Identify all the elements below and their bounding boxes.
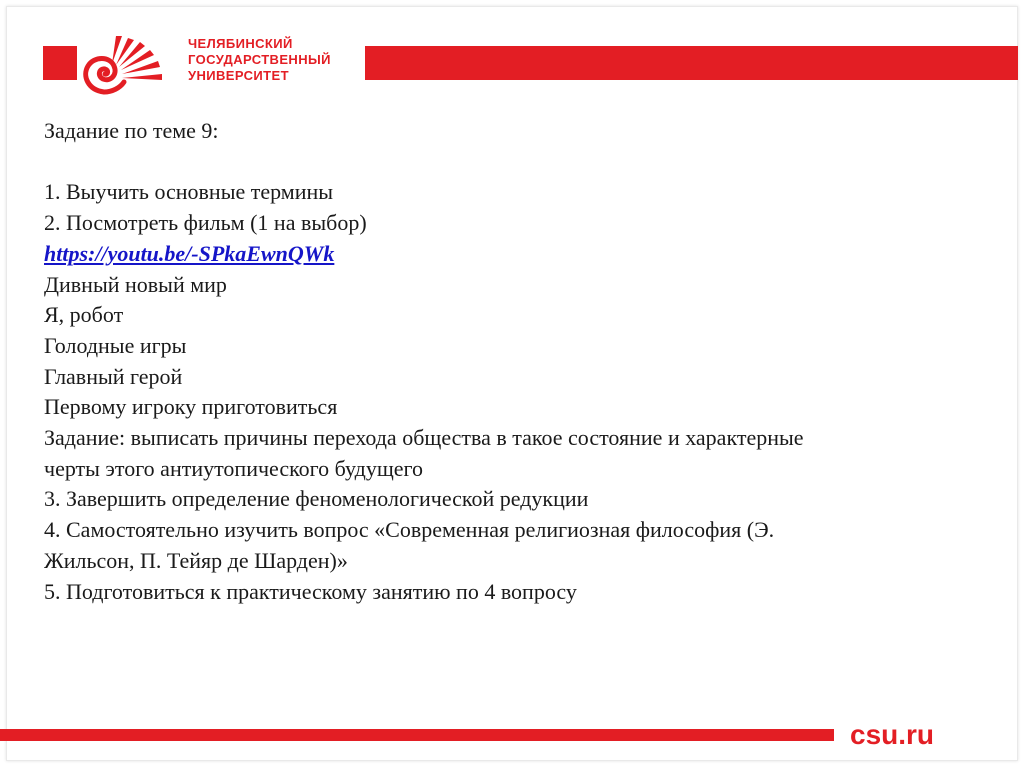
item-4-line-2: Жильсон, П. Тейяр де Шарден)» bbox=[44, 547, 348, 573]
spiral-sunburst-logo-icon bbox=[82, 34, 182, 96]
film-3: Голодные игры bbox=[44, 332, 187, 358]
logo-line-2: ГОСУДАРСТВЕННЫЙ bbox=[188, 52, 331, 67]
film-1: Дивный новый мир bbox=[44, 271, 227, 297]
footer-site-label: csu.ru bbox=[850, 719, 935, 750]
item-4-line-1: 4. Самостоятельно изучить вопрос «Современная религиозная философия (Э. bbox=[44, 517, 775, 543]
youtube-link[interactable]: https://youtu.be/-SPkaEwnQWk bbox=[44, 240, 335, 266]
task-line-1: Задание: выписать причины перехода общества в такое состояние и характерные bbox=[44, 425, 804, 451]
assignment-heading: Задание по теме 9: bbox=[44, 118, 219, 143]
university-logo-text bbox=[188, 36, 331, 84]
header-bar-right bbox=[365, 46, 1018, 80]
film-4: Главный герой bbox=[44, 363, 183, 389]
link-line bbox=[44, 239, 984, 270]
footer-bar bbox=[0, 729, 834, 741]
item-5: 5. Подготовиться к практическому занятию по 4 вопросу bbox=[44, 578, 577, 604]
item-1: 1. Выучить основные термины bbox=[44, 179, 334, 205]
blank-line bbox=[44, 147, 984, 178]
item-3: 3. Завершить определение феноменологической редукции bbox=[44, 486, 589, 512]
header-bar-left bbox=[43, 46, 77, 80]
item-2: 2. Посмотреть фильм (1 на выбор) bbox=[44, 210, 367, 236]
film-2: Я, робот bbox=[44, 302, 124, 328]
slide-content bbox=[44, 116, 984, 607]
logo-line-3: УНИВЕРСИТЕТ bbox=[188, 68, 289, 83]
logo-line-1: ЧЕЛЯБИНСКИЙ bbox=[188, 36, 293, 51]
film-5: Первому игроку приготовиться bbox=[44, 394, 338, 420]
task-line-2: черты этого антиутопического будущего bbox=[44, 455, 424, 481]
